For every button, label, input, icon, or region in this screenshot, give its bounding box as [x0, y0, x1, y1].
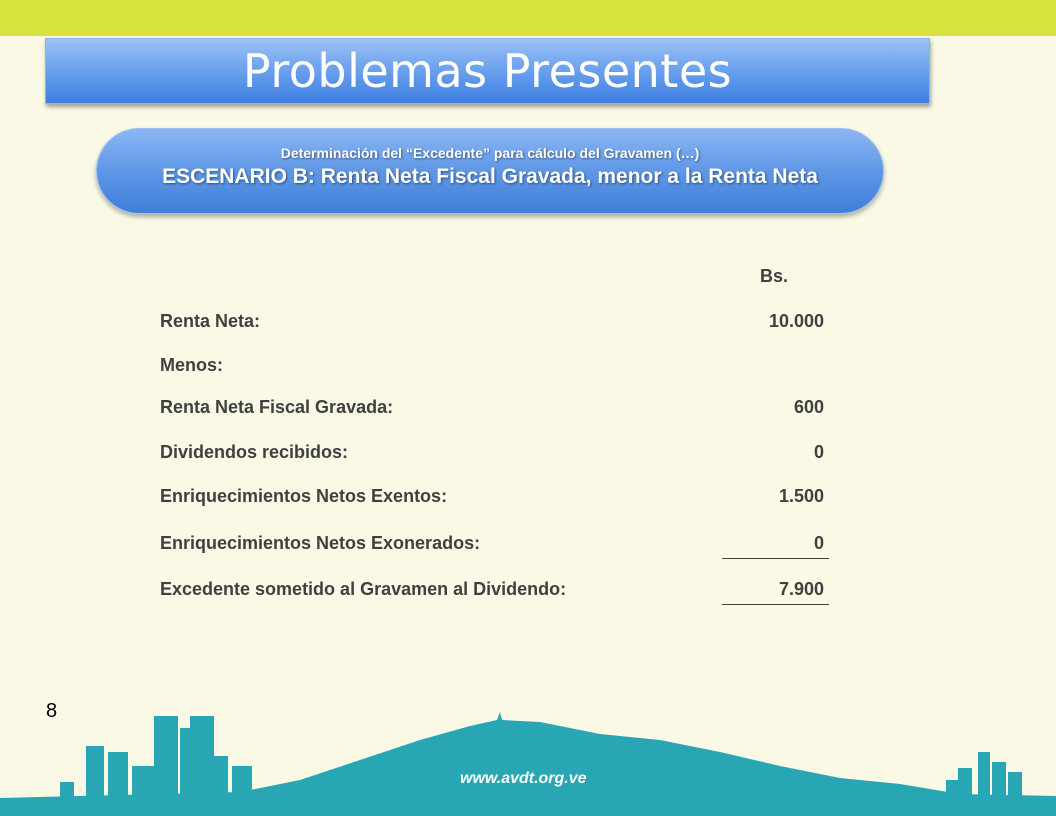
row-label-excedente: Excedente sometido al Gravamen al Dividendo:	[160, 579, 567, 599]
row-label-dividendos-recibidos: Dividendos recibidos:	[160, 442, 349, 462]
row-value-dividendos-recibidos: 0	[813, 442, 824, 462]
total-line	[722, 604, 829, 605]
row-label-renta-neta: Renta Neta:	[160, 311, 261, 331]
page-number: 8	[46, 700, 58, 722]
row-value-renta-neta-fiscal-gravada: 600	[793, 397, 824, 417]
scenario-banner	[96, 128, 884, 214]
slide-title: Problemas Presentes	[242, 44, 733, 98]
row-value-enriquecimientos-exentos: 1.500	[778, 486, 824, 506]
row-value-enriquecimientos-exonerados: 0	[813, 533, 824, 553]
subtotal-line	[722, 558, 829, 559]
row-label-renta-neta-fiscal-gravada: Renta Neta Fiscal Gravada:	[160, 397, 394, 417]
row-value-renta-neta: 10.000	[768, 311, 824, 331]
top-band	[0, 0, 1056, 36]
title-bar	[45, 38, 930, 104]
scenario-title: ESCENARIO B: Renta Neta Fiscal Gravada, menor a la Renta Neta	[162, 165, 818, 188]
row-value-excedente: 7.900	[778, 579, 824, 599]
row-label-menos: Menos:	[160, 355, 223, 375]
footer-url: www.avdt.org.ve	[460, 770, 587, 787]
city-skyline-graphic	[0, 700, 1056, 816]
row-label-enriquecimientos-exentos: Enriquecimientos Netos Exentos:	[160, 486, 448, 506]
row-label-enriquecimientos-exonerados: Enriquecimientos Netos Exonerados:	[160, 533, 481, 553]
column-header-currency: Bs.	[760, 266, 789, 286]
scenario-subtitle: Determinación del “Excedente” para cálculo del Gravamen (…)	[280, 145, 700, 161]
